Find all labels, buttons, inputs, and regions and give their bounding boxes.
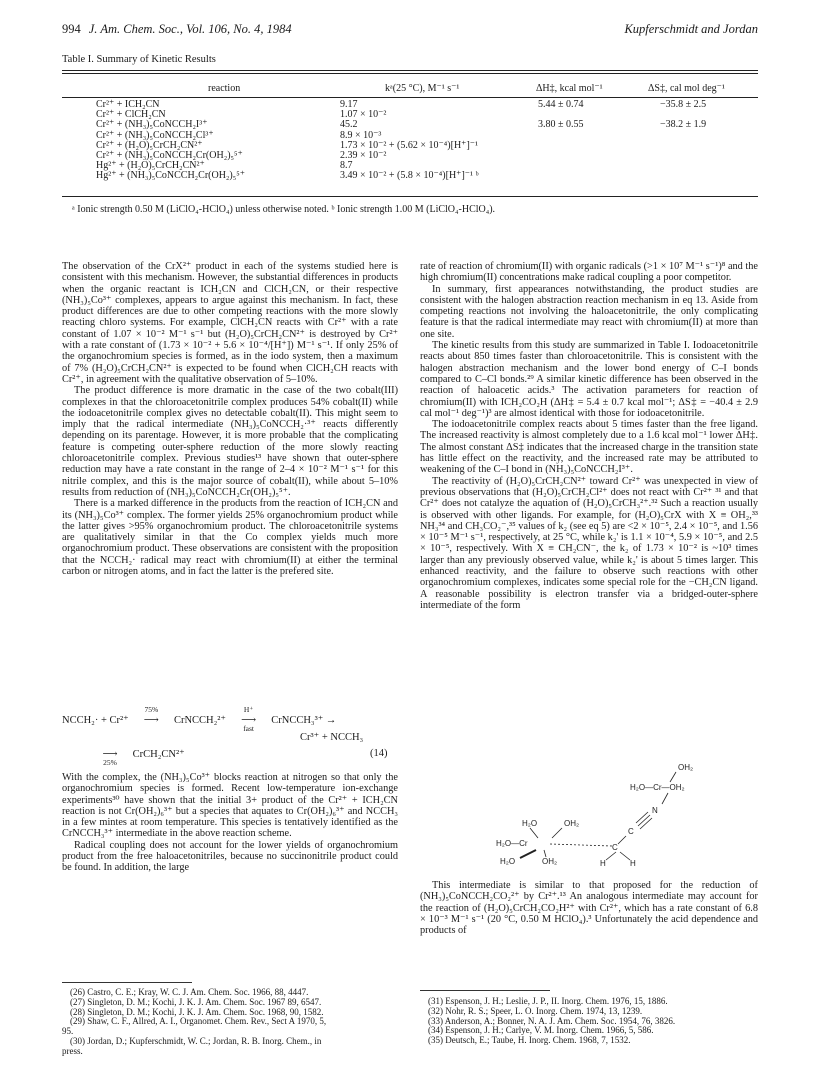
paragraph: Radical coupling does not account for the lower yields of organochromium product from the free haloacetonitriles, because no succinonitrile product could be found. In addition, the large xyxy=(62,839,398,874)
eq-percent-75: 75% xyxy=(144,705,159,714)
reference: (26) Castro, C. E.; Kray, W. C. J. Am. Chem. Soc. 1966, 88, 4447. xyxy=(70,987,309,997)
table-bottom-rule xyxy=(62,196,758,197)
table-col-ds xyxy=(660,100,706,131)
paragraph: The kinetic results from this study are summarized in Table I. Iodoacetonitrile reacts about 850 times faster than chloroacetonitrile. This is consistent with the halogen abstraction mechanism and the lower bond energy of C–I bonds compared to C–Cl bonds.²⁹ A similar kinetic difference has been observed in the reaction of haloacetic acids.³ The activation parameters for reaction of chromium(II) with ICH₂CO₂H (ΔH‡ = 5.4 ± 0.7 kcal mol⁻¹; ΔS‡ = −40.4 ± 2.9 cal mol⁻¹ deg⁻¹)³ are almost identical with those for iodoacetonitrile. xyxy=(420,340,758,419)
table-cell: 3.80 ± 0.55 xyxy=(538,119,584,131)
table-cell: 3.49 × 10⁻² + (5.8 × 10⁻⁴)[H⁺]⁻¹ ᵇ xyxy=(340,170,479,182)
table-cell: −38.2 ± 1.9 xyxy=(660,119,707,131)
journal-citation: J. Am. Chem. Soc., Vol. 106, No. 4, 1984 xyxy=(88,22,292,36)
table-cell: 5.44 ± 0.74 xyxy=(538,99,584,110)
table-header-rule xyxy=(62,97,758,98)
eq-product4: CrCH₂CN²⁺ xyxy=(132,749,185,760)
paragraph: rate of reaction of chromium(II) with organic radicals (>1 × 10⁷ M⁻¹ s⁻¹)⁸ and the high chromium(II) concentrations make radical coupling a poor competitor. xyxy=(420,261,758,284)
references-left xyxy=(62,987,327,1057)
table-title: Table I. Summary of Kinetic Results xyxy=(62,54,216,65)
table-cell: 9.17 xyxy=(340,99,358,110)
table-cell: Cr²⁺ + ClCH₂CN xyxy=(96,109,166,121)
table-cell: 8.9 × 10⁻³ xyxy=(340,129,382,141)
header-k: kᵃ(25 °C), M⁻¹ s⁻¹ xyxy=(385,83,460,94)
paragraph: The reactivity of (H₂O)₅CrCH₂CN²⁺ toward Cr²⁺ was unexpected in view of previous observations that (H₂O)₅CrCH₂Cl²⁺ does not react with Cr²⁺ ³¹ and that Cr²⁺ does not catalyze the aquation of (H₂O)₅CrCH₃²⁺.³² Such a reaction usually is observed with other ligands. For example, for (H₂O)₅CrX with X ≡ OH₂,³³ NH₃³⁴ and CH₃CO₂⁻,³⁵ values of k₂ (see eq 5) are <2 × 10⁻⁵, 2.4 × 10⁻⁵, and 1.56 × 10⁻⁵ M⁻¹ s⁻¹, respectively, at 25 °C, while k₂' is 1.1 × 10⁻⁴, 5.9 × 10⁻⁵, and 2.5 × 10⁻⁵, respectively. With X ≡ CH₂CN⁻, the k₂ of 1.73 × 10⁻² is ~10³ times larger than any previously observed value, while k₂' is about 5 times larger. This enhanced reactivity, and the failure to observe such reactions with other organochromium complexes, indicates some special role for the −CH₂CN ligand. A reasonable possibility is electron transfer via a bridged-outer-sphere intermediate of the form xyxy=(420,475,758,611)
paragraph: The product difference is more dramatic in the case of the two cobalt(III) complexes in that the chloroacetonitrile complex produces 54% cobalt(II) while the iodoacetonitrile complex gives no detectable cobalt(II). This might seem to imply that the radical intermediate (NH₃)₅CoNCCH₂·³⁺ reacts differently depending on its parentage. However, it is more probable that the complicating feature is competing outer-sphere reduction of the more slowly reacting chloroacetonitrile complex. Previous studies¹³ have shown that outer-sphere reduction may have a rate constant in the range of 2–4 × 10⁻² M⁻¹ s⁻¹ for this nitrile complex, and this is the major source of cobalt(II), while about 5–10% results from reduction of (NH₃)₅CoNCCH₂Cr(OH₂)₅⁵⁺. xyxy=(62,385,398,498)
eq-percent-25: 25% xyxy=(103,758,117,767)
struct-label: OH₂ xyxy=(564,819,580,828)
struct-label: H₂O xyxy=(500,857,516,866)
reference: (28) Singleton, D. M.; Kochi, J. K. J. Am. Chem. Soc. 1968, 90, 1582. xyxy=(70,1006,324,1017)
equation-line2 xyxy=(90,748,185,767)
struct-label: H xyxy=(630,859,636,868)
table-cell: 45.2 xyxy=(340,119,358,131)
equation-line1 xyxy=(62,705,337,733)
struct-label: OH₂ xyxy=(542,857,558,866)
table-cell: Hg²⁺ + (H₂O)₅CrCH₂CN²⁺ xyxy=(96,160,205,172)
eq-fast-label: fast xyxy=(243,724,255,733)
struct-label: OH₂ xyxy=(678,763,694,772)
reference: (27) Singleton, D. M.; Kochi, J. K. J. Am. Chem. Soc. 1967 89, 6547. xyxy=(70,996,322,1007)
table-col-k xyxy=(340,100,479,182)
reference: press. xyxy=(62,1045,83,1056)
table-top-rule-2 xyxy=(62,73,758,74)
table-cell: 2.39 × 10⁻² xyxy=(340,150,387,162)
table-cell: 1.07 × 10⁻² xyxy=(340,109,387,121)
header-dh: ΔH‡, kcal mol⁻¹ xyxy=(536,83,603,94)
table-cell: Cr²⁺ + (NH₃)₅CoNCCH₂Cr(OH₂)₅⁵⁺ xyxy=(96,150,243,162)
table-cell: Cr²⁺ + (NH₃)₅CoNCCH₂I³⁺ xyxy=(96,119,208,131)
left-column-lower xyxy=(62,772,398,874)
struct-label: H xyxy=(600,859,606,868)
eq-product1: CrNCCH₂²⁺ xyxy=(173,715,226,726)
running-header-authors: Kupferschmidt and Jordan xyxy=(624,22,758,36)
reference: (31) Espenson, J. H.; Leslie, J. P., II. Inorg. Chem. 1976, 15, 1886. xyxy=(428,996,668,1006)
table-footnote: ᵃ Ionic strength 0.50 M (LiClO₄-HClO₄) unless otherwise noted. ᵇ Ionic strength 1.00 M (LiClO₄-HClO₄). xyxy=(72,204,496,215)
reference: (33) Anderson, A.; Bonner, N. A. J. Am. Chem. Soc. 1954, 76, 3826. xyxy=(428,1015,676,1026)
table-cell: Hg²⁺ + (NH₃)₅CoNCCH₂Cr(OH₂)₅⁵⁺ xyxy=(96,170,245,182)
table-cell: Cr²⁺ + (H₂O)₅CrCH₂CN²⁺ xyxy=(96,139,203,151)
eq-reactants: NCCH₂· + Cr²⁺ xyxy=(62,715,129,726)
running-header-left xyxy=(62,22,292,37)
table-cell: Cr²⁺ + (NH₃)₅CoNCCH₂Cl³⁺ xyxy=(96,129,214,141)
right-column xyxy=(420,261,758,611)
paragraph: The observation of the CrX²⁺ product in each of the systems studied here is consistent with this mechanism. However, the substantial differences in products when the organic reactant is ICH₂CN and ClCH₂CN, or their respective (NH₃)₅Co³⁺ complexes, appears to argue against this mechanism. In fact, these product differences are due to other competing reactions with the more slowly reacting chloro systems. For example, ClCH₂CN reacts with Cr²⁺ with a rate constant of 1.07 × 10⁻² M⁻¹ s⁻¹ but (H₂O)₅CrCH₂CN²⁺ is destroyed by Cr²⁺ with a rate constant of (1.73 × 10⁻² + 5.6 × 10⁻⁴/[H⁺]) M⁻¹ s⁻¹. If only 25% of the organochromium species is formed, as in the iodo system, then a maximum of 7% (H₂O)₅CrCH₂CN²⁺ is expected to be found when ClCH₂CH reacts with Cr²⁺, in agreement with the qualitative observation of 5–10%. xyxy=(62,261,398,385)
eq-arrow-fast: H⁺ ⟶ fast xyxy=(229,714,269,726)
table-cell: 8.7 xyxy=(340,160,353,172)
paragraph: This intermediate is similar to that proposed for the reduction of (NH₃)₅CoNCCH₂CO₂²⁺ by Cr²⁺.¹³ An analogous intermediate may account for the reaction of (H₂O)₅CrCH₂CO₂H²⁺ with Cr²⁺, which has a rate constant of 6.8 × 10⁻³ M⁻¹ s⁻¹ (20 °C, 0.50 M HClO₄).³ Unfortunately the acid dependence and products of xyxy=(420,880,758,937)
bridged-intermediate-structure xyxy=(480,760,740,868)
table-col-dh xyxy=(538,100,584,131)
table-top-rule xyxy=(62,70,758,71)
references-right xyxy=(428,997,675,1046)
reference: 95. xyxy=(62,1026,74,1037)
header-ds: ΔS‡, cal mol deg⁻¹ xyxy=(648,83,725,94)
paragraph: With the complex, the (NH₃)₅Co³⁺ blocks reaction at nitrogen so that only the organochromium species is formed. Recent low-temperature ion-exchange experiments³⁰ have shown that the initial 3+ product of the Cr²⁺ + ICH₂CN reaction is not Cr(OH₂)₆³⁺ but a species that aquates to Cr(OH₂)₆³⁺ and NCCH₃ in a few mintes at room temperature. This species is tentatively identified as the CrNCCH₃³⁺ intermediate in the above reaction scheme. xyxy=(62,772,398,840)
struct-label: C xyxy=(612,843,618,852)
struct-label: N xyxy=(652,806,658,815)
eq-arrow-75: 75% ⟶ xyxy=(131,714,171,726)
footnote-rule-right xyxy=(420,990,550,991)
page-number: 994 xyxy=(62,22,81,36)
equation-number: (14) xyxy=(370,748,388,759)
eq-product3: Cr³⁺ + NCCH₃ xyxy=(300,732,364,743)
table-row-reactions xyxy=(96,100,245,182)
eq-product2: CrNCCH₃³⁺ → xyxy=(271,715,337,726)
paragraph: The iodoacetonitrile complex reacts about 5 times faster than the free ligand. The increased reactivity is almost completely due to a 1.6 kcal mol⁻¹ lower ΔH‡. The almost constant ΔS‡ indicates that the increased charge in the transition state has little effect on the reactivity, and the increased rate may be attributed to weakening of the C–I bond in (NH₃)₅CoNCCH₂I³⁺. xyxy=(420,419,758,476)
eq-arrow-25: ⟶ 25% xyxy=(90,748,130,760)
struct-label: C xyxy=(628,827,634,836)
reference: (30) Jordan, D.; Kupferschmidt, W. C.; Jordan, R. B. Inorg. Chem., in xyxy=(70,1035,322,1046)
paragraph: There is a marked difference in the products from the reaction of ICH₂CN and its (NH₃)₅Co³⁺ complex. The former yields 25% organochromium product while the latter gives >95% organochromium product. The chloroacetonitrile systems are qualitatively similar in that the Co complex yields much more organochromium product. These observations are consistent with the proposition that the NCCH₂· radical may react with chromium(II) at either the terminal carbon or nitrogen atoms, and in fact the latter is the prefered site. xyxy=(62,498,398,578)
reference: (34) Espenson, J. H.; Carlye, V. M. Inorg. Chem. 1966, 5, 586. xyxy=(428,1025,654,1036)
eq-h-label: H⁺ xyxy=(243,705,254,714)
struct-label: H₂O—Cr—OH₂ xyxy=(630,783,685,792)
footnote-rule-left xyxy=(62,982,192,983)
paragraph: In summary, first appearances notwithstanding, the product studies are consistent with the halogen abstraction reaction mechanism in eq 13. Aside from competing reactions not involving the haloacetonitrile, the only complicating feature is that the radical intermediate may react with chromium(II) at more than one site. xyxy=(420,283,758,340)
reference: (32) Nohr, R. S.; Speer, L. O. Inorg. Chem. 1974, 13, 1239. xyxy=(428,1005,643,1016)
struct-label: H₂O—Cr xyxy=(496,839,528,848)
struct-label: H₂O xyxy=(522,819,538,828)
right-column-lower xyxy=(420,880,758,936)
reference: (29) Shaw, C. F., Allred, A. I., Organomet. Chem. Rev., Sect A 1970, 5, xyxy=(70,1016,327,1027)
table-cell: 1.73 × 10⁻² + (5.62 × 10⁻⁴)[H⁺]⁻¹ xyxy=(340,139,479,151)
header-reaction: reaction xyxy=(208,83,241,94)
table-cell: Cr²⁺ + ICH₂CN xyxy=(96,99,160,110)
reference: (35) Deutsch, E.; Taube, H. Inorg. Chem. 1968, 7, 1532. xyxy=(428,1035,631,1046)
left-column xyxy=(62,261,398,577)
table-cell: −35.8 ± 2.5 xyxy=(660,99,707,110)
